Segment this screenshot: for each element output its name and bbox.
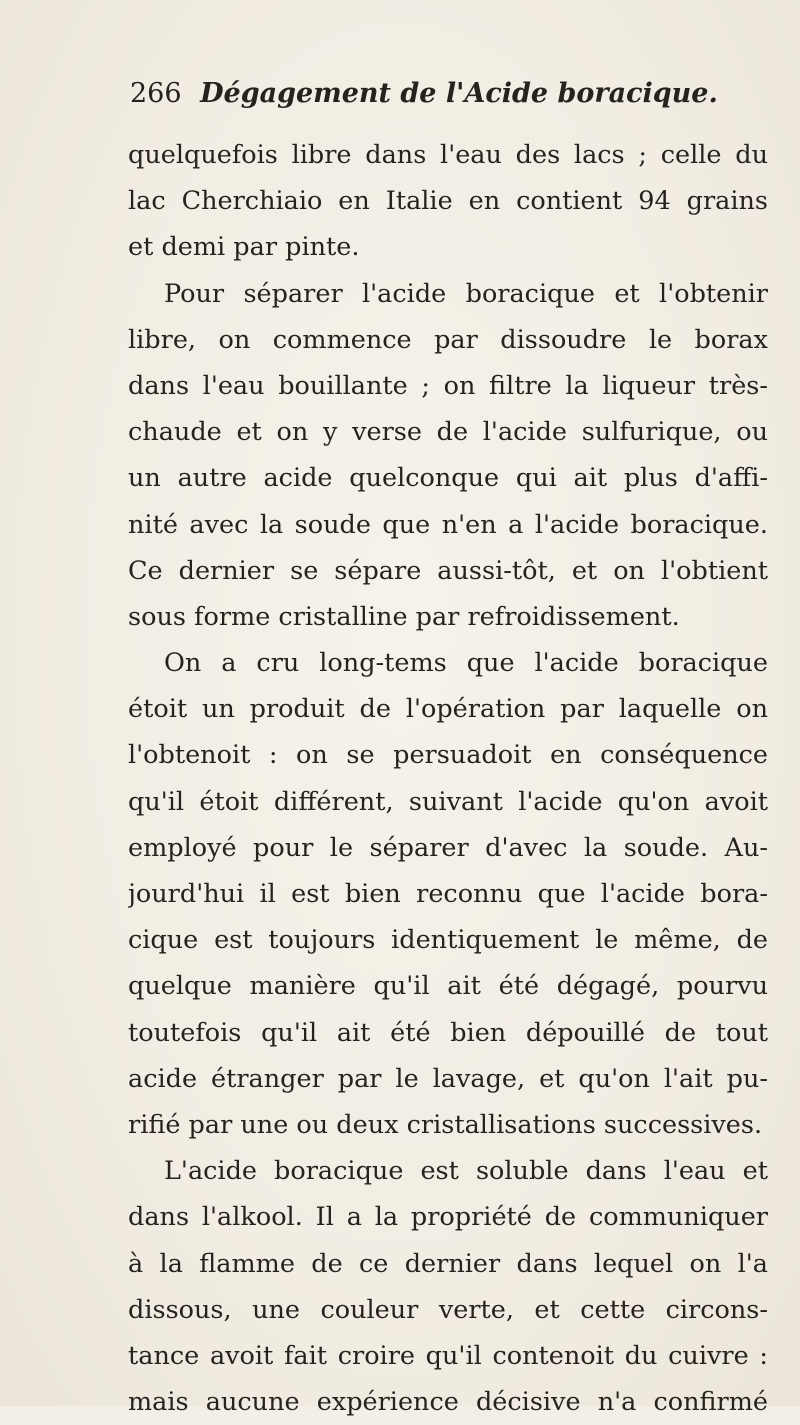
text-line: cique est toujours identiquement le même, de	[128, 925, 768, 956]
text-line: toutefois qu'il ait été bien dépouillé de tout	[128, 1017, 768, 1048]
text-line: rifié par une ou deux cristallisations successives.	[128, 1109, 763, 1140]
text-line: qu'il étoit différent, suivant l'acide qu'on avoit	[128, 786, 768, 817]
text-line: nité avec la soude que n'en a l'acide boracique.	[128, 509, 768, 540]
text-line: tance avoit fait croire qu'il contenoit du cuivre :	[128, 1340, 768, 1371]
text-line: Pour séparer l'acide boracique et l'obtenir	[164, 278, 768, 309]
text-line: dissous, une couleur verte, et cette circons-	[128, 1294, 768, 1325]
text-line: et demi par pinte.	[128, 232, 360, 263]
text-line: acide étranger par le lavage, et qu'on l'ait pu-	[128, 1063, 768, 1094]
body-text	[128, 132, 768, 1425]
text-line: L'acide boracique est soluble dans l'eau et	[164, 1156, 768, 1187]
text-line: étoit un produit de l'opération par laquelle on	[128, 694, 768, 725]
text-line: Ce dernier se sépare aussi-tôt, et on l'obtient	[128, 555, 768, 586]
page-header	[130, 78, 780, 126]
text-line: à la flamme de ce dernier dans lequel on l'a	[128, 1248, 768, 1279]
text-line: dans l'alkool. Il a la propriété de communiquer	[128, 1202, 768, 1233]
text-line: sous forme cristalline par refroidissement.	[128, 601, 680, 632]
text-line: On a cru long-tems que l'acide boracique	[164, 648, 768, 679]
text-line: libre, on commence par dissoudre le borax	[128, 324, 768, 355]
text-line: chaude et on y verse de l'acide sulfurique, ou	[128, 417, 768, 448]
text-line: employé pour le séparer d'avec la soude. Au-	[128, 832, 768, 863]
text-line: jourd'hui il est bien reconnu que l'acide bora-	[128, 879, 768, 909]
running-title: Dégagement de l'Acide boracique.	[200, 78, 718, 109]
text-line: lac Cherchiaio en Italie en contient 94 grains	[128, 186, 768, 217]
text-line: dans l'eau bouillante ; on filtre la liqueur très-	[128, 370, 768, 401]
text-line: quelque manière qu'il ait été dégagé, pourvu	[128, 971, 768, 1002]
page-number: 266	[130, 78, 182, 109]
text-line: l'obtenoit : on se persuadoit en conséquence	[128, 740, 768, 771]
text-line: un autre acide quelconque qui ait plus d'affi-	[128, 463, 768, 494]
text-line: quelquefois libre dans l'eau des lacs ; celle du	[128, 140, 768, 170]
text-line: mais aucune expérience décisive n'a confirmé	[128, 1387, 768, 1418]
